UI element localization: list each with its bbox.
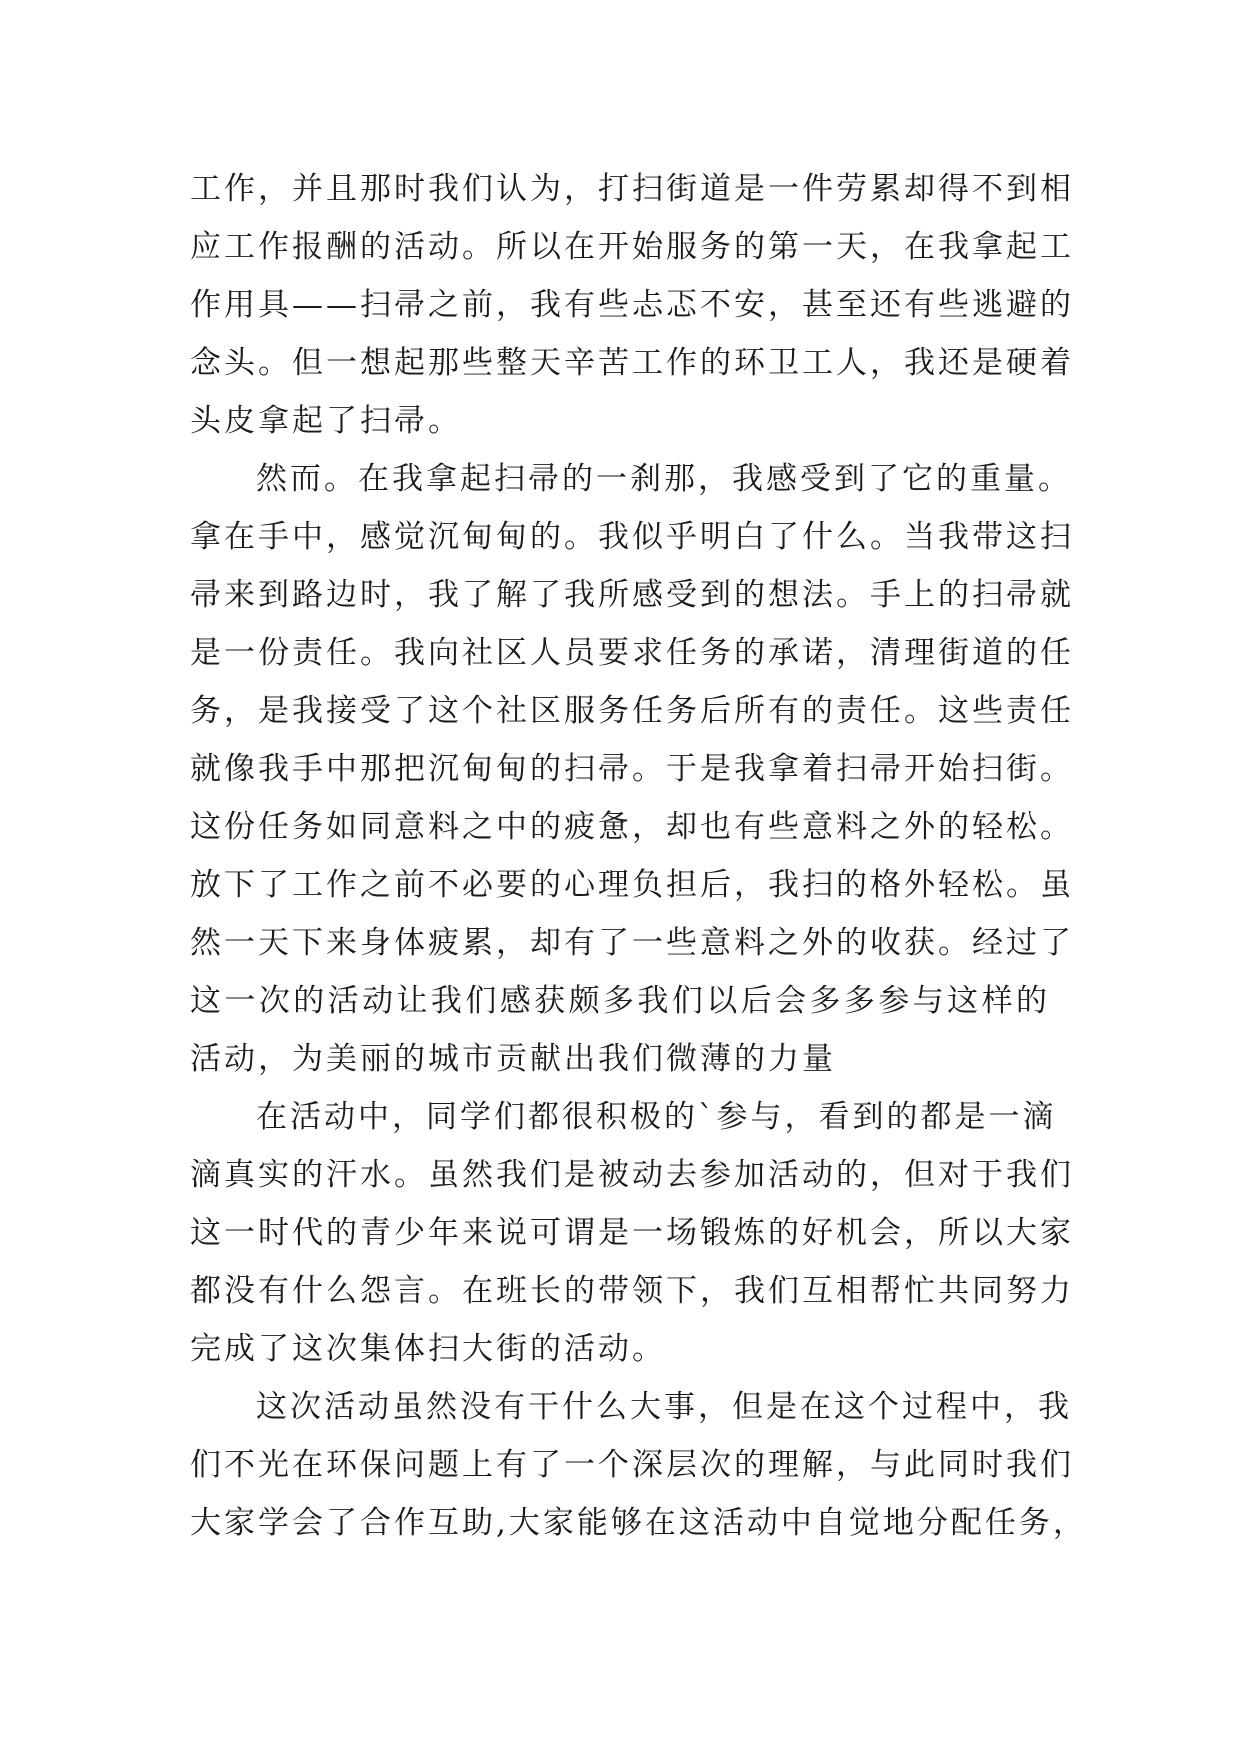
text-line: 作用具——扫帚之前，我有些忐忑不安，甚至还有些逃避的 xyxy=(190,287,1074,323)
text-line: 在活动中，同学们都很积极的`参与，看到的都是一滴 xyxy=(256,1099,1057,1135)
text-line: 念头。但一想起那些整天辛苦工作的环卫工人，我还是硬着 xyxy=(190,345,1074,381)
text-line: 然一天下来身体疲累，却有了一些意料之外的收获。经过了 xyxy=(190,925,1074,961)
text-line: 头皮拿起了扫帚。 xyxy=(190,403,462,439)
text-line: 然而。在我拿起扫帚的一刹那，我感受到了它的重量。 xyxy=(256,461,1072,497)
text-line: 活动，为美丽的城市贡献出我们微薄的力量 xyxy=(190,1041,836,1077)
text-line: 帚来到路边时，我了解了我所感受到的想法。手上的扫帚就 xyxy=(190,577,1074,613)
text-line: 务，是我接受了这个社区服务任务后所有的责任。这些责任 xyxy=(190,693,1074,729)
document-body xyxy=(190,160,1087,1552)
text-line: 这次活动虽然没有干什么大事，但是在这个过程中，我 xyxy=(256,1389,1072,1425)
text-line: 这份任务如同意料之中的疲惫，却也有些意料之外的轻松。 xyxy=(190,809,1074,845)
text-line: 这一时代的青少年来说可谓是一场锻炼的好机会，所以大家 xyxy=(190,1215,1074,1251)
text-line: 滴真实的汗水。虽然我们是被动去参加活动的，但对于我们 xyxy=(190,1157,1074,1193)
text-line: 这一次的活动让我们感获颇多我们以后会多多参与这样的 xyxy=(190,983,1050,1019)
text-line: 是一份责任。我向社区人员要求任务的承诺，清理街道的任 xyxy=(190,635,1074,671)
text-line: 完成了这次集体扫大街的活动。 xyxy=(190,1331,666,1367)
text-line: 就像我手中那把沉甸甸的扫帚。于是我拿着扫帚开始扫街。 xyxy=(190,751,1074,787)
text-line: 都没有什么怨言。在班长的带领下，我们互相帮忙共同努力 xyxy=(190,1273,1074,1309)
text-line: 大家学会了合作互助,大家能够在这活动中自觉地分配任务， xyxy=(190,1505,1087,1541)
text-line: 应工作报酬的活动。所以在开始服务的第一天，在我拿起工 xyxy=(190,229,1074,265)
text-line: 们不光在环保问题上有了一个深层次的理解，与此同时我们 xyxy=(190,1447,1074,1483)
text-line: 拿在手中，感觉沉甸甸的。我似乎明白了什么。当我带这扫 xyxy=(190,519,1074,555)
text-line: 放下了工作之前不必要的心理负担后，我扫的格外轻松。虽 xyxy=(190,867,1074,903)
text-line: 工作，并且那时我们认为，打扫街道是一件劳累却得不到相 xyxy=(190,171,1074,207)
